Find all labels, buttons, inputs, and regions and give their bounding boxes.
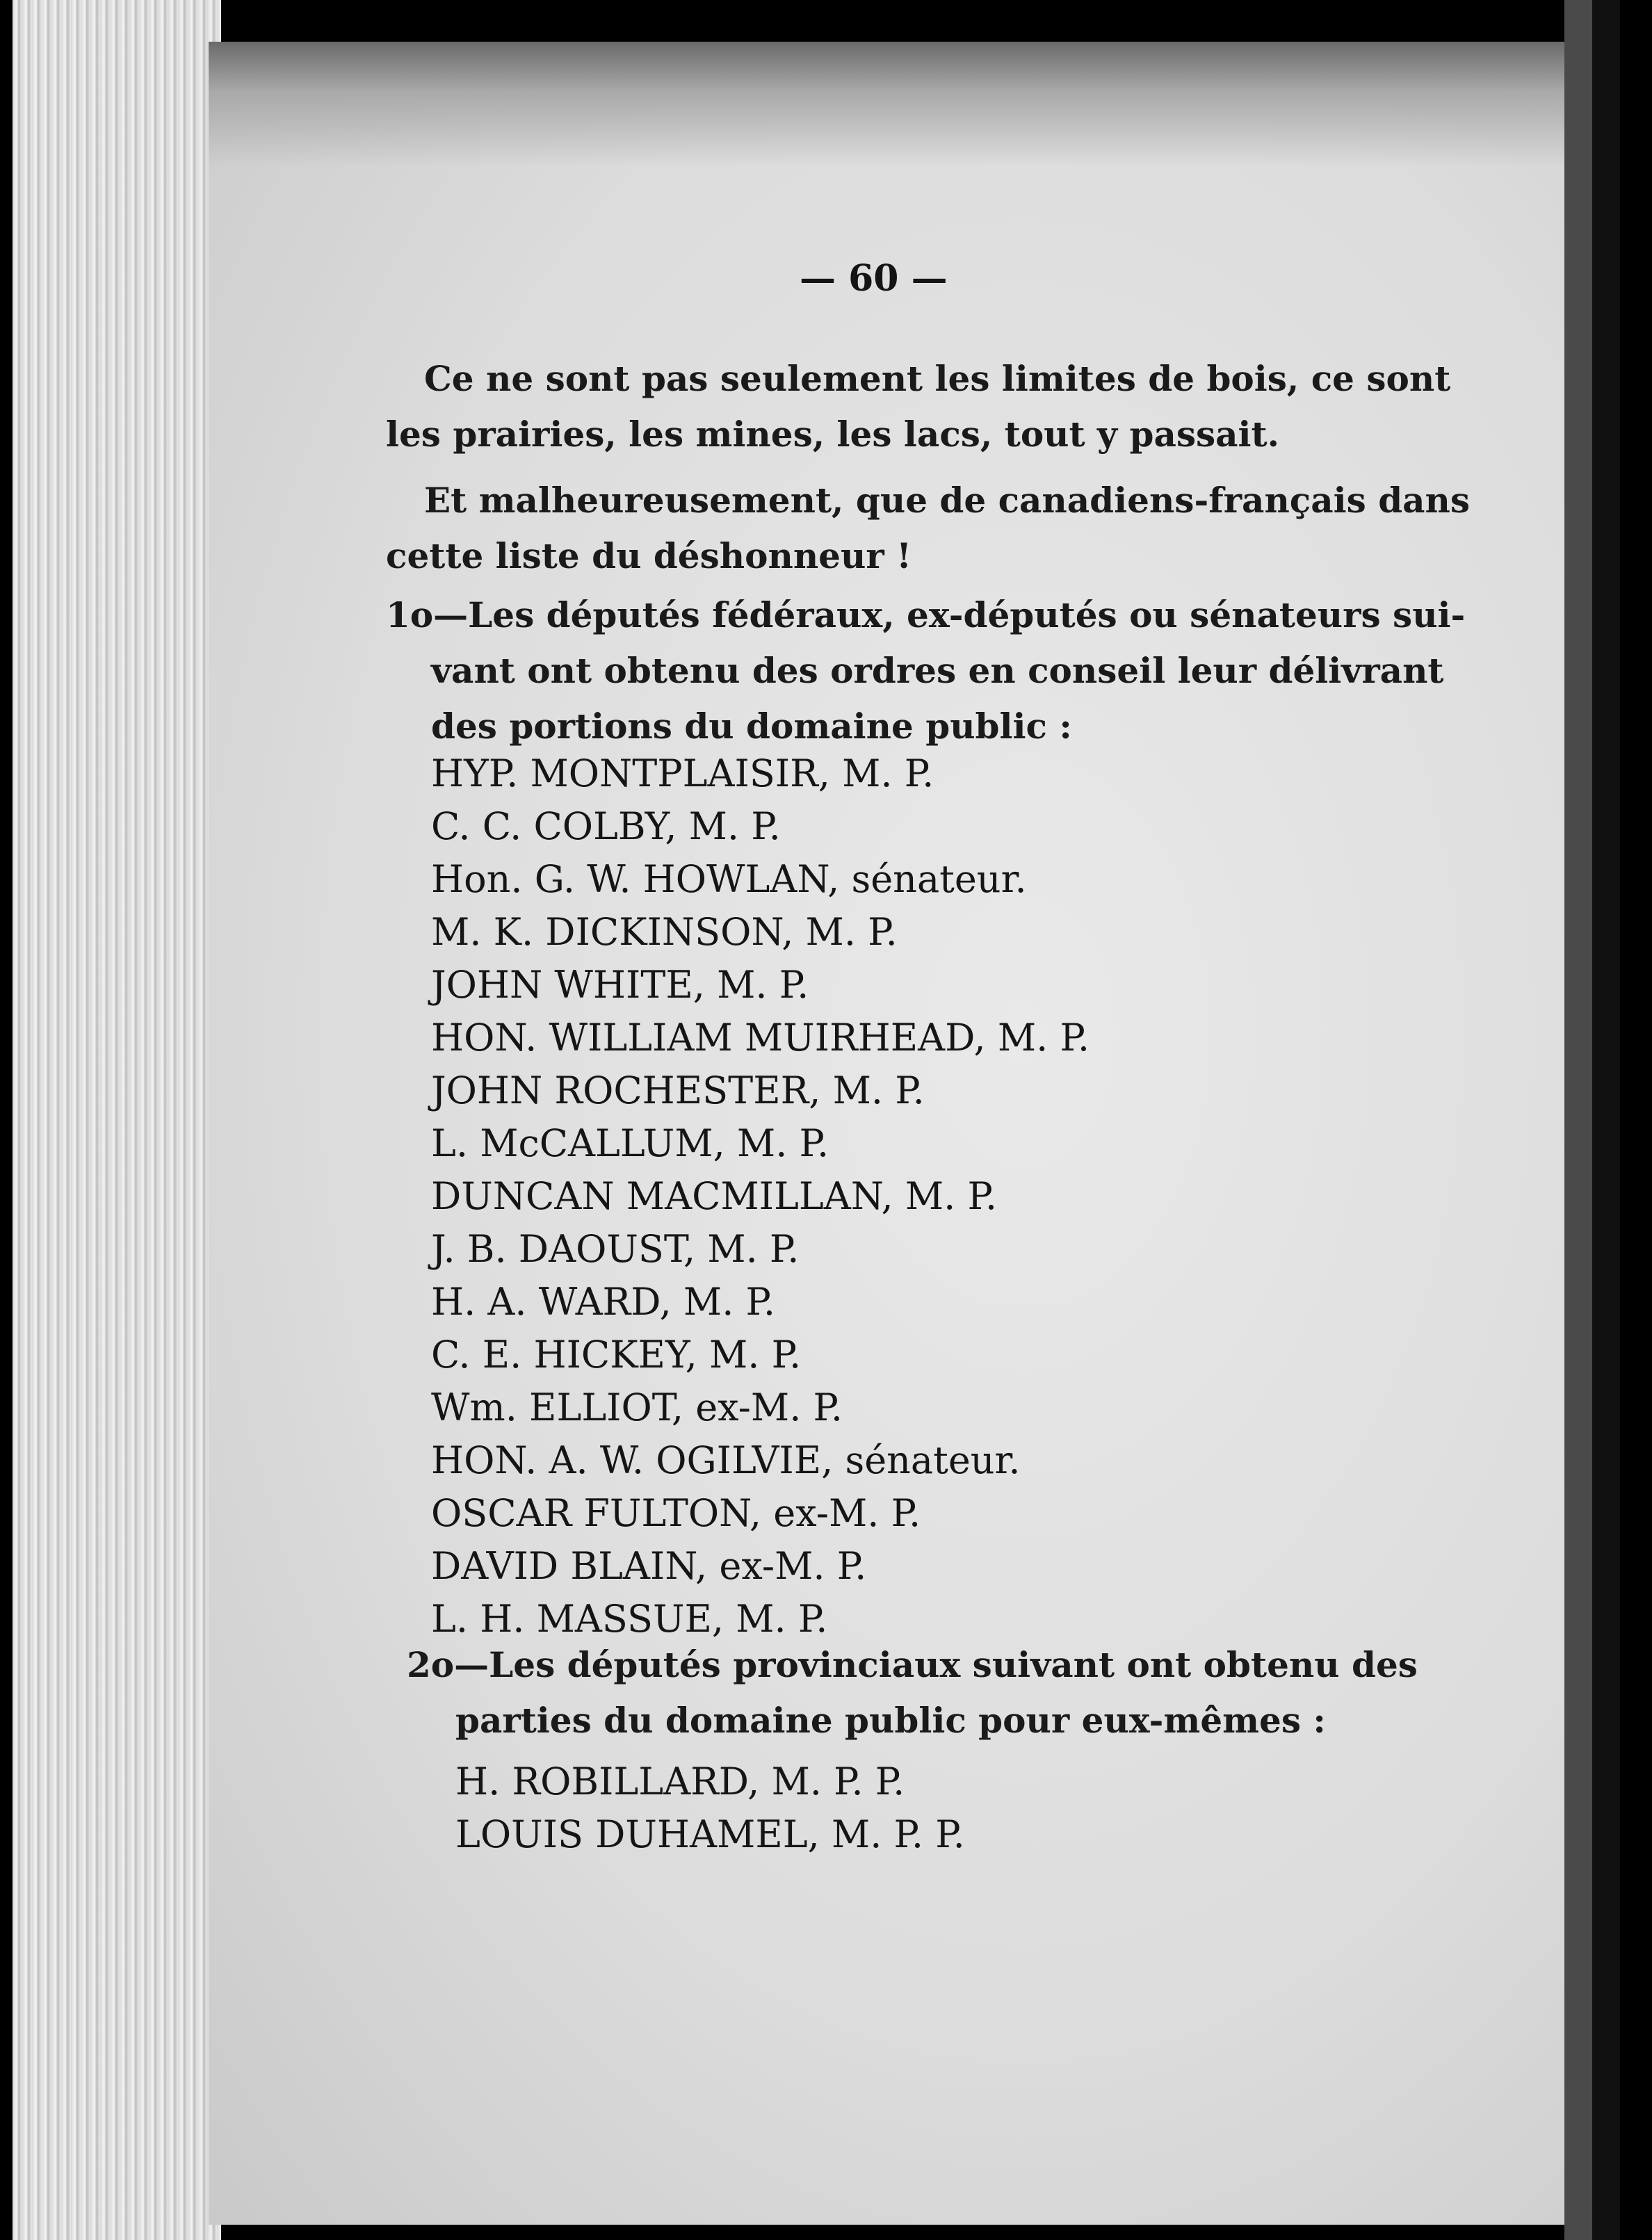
list-item: DAVID BLAIN, ex-M. P. <box>431 1544 867 1588</box>
list-item: HON. WILLIAM MUIRHEAD, M. P. <box>431 1016 1090 1060</box>
scan-border <box>1564 0 1592 2240</box>
text-line: 2o—Les députés provinciaux suivant ont obtenu des <box>407 1644 1418 1685</box>
text-line: vant ont obtenu des ordres en conseil leur délivrant <box>431 650 1444 691</box>
page-number: — 60 — <box>800 257 948 300</box>
section-2-heading <box>407 1637 1418 1748</box>
list-item: H. A. WARD, M. P. <box>431 1280 776 1324</box>
list-item: LOUIS DUHAMEL, M. P. P. <box>455 1812 965 1856</box>
list-item: M. K. DICKINSON, M. P. <box>431 910 898 954</box>
text-line: cette liste du déshonneur ! <box>386 535 912 576</box>
list-item: C. E. HICKEY, M. P. <box>431 1333 802 1377</box>
list-item: L. H. MASSUE, M. P. <box>431 1597 828 1641</box>
list-item: OSCAR FULTON, ex-M. P. <box>431 1491 921 1535</box>
section-1-name-list <box>431 747 1090 1646</box>
list-item: DUNCAN MACMILLAN, M. P. <box>431 1174 998 1218</box>
list-item: L. McCALLUM, M. P. <box>431 1121 829 1165</box>
text-line: Ce ne sont pas seulement les limites de bois, ce sont <box>424 358 1451 399</box>
page-shadow <box>209 42 1564 167</box>
list-item: JOHN ROCHESTER, M. P. <box>431 1069 925 1112</box>
text-line: Et malheureusement, que de canadiens-français dans <box>424 480 1471 521</box>
lament-paragraph <box>386 473 1471 584</box>
page-stack-edge <box>13 0 221 2240</box>
text-line: parties du domaine public pour eux-mêmes : <box>455 1700 1326 1741</box>
text-line: des portions du domaine public : <box>431 706 1072 747</box>
list-item: Hon. G. W. HOWLAN, sénateur. <box>431 857 1027 901</box>
text-line: les prairies, les mines, les lacs, tout y passait. <box>386 414 1280 455</box>
intro-paragraph <box>386 351 1451 462</box>
list-item: Wm. ELLIOT, ex-M. P. <box>431 1386 843 1429</box>
list-item: JOHN WHITE, M. P. <box>431 963 809 1007</box>
list-item: HYP. MONTPLAISIR, M. P. <box>431 752 934 795</box>
list-item: J. B. DAOUST, M. P. <box>431 1227 800 1271</box>
list-item: HON. A. W. OGILVIE, sénateur. <box>431 1438 1021 1482</box>
text-line: 1o—Les députés fédéraux, ex-députés ou sénateurs sui- <box>386 594 1466 635</box>
list-item: C. C. COLBY, M. P. <box>431 804 781 848</box>
list-item: H. ROBILLARD, M. P. P. <box>455 1760 905 1803</box>
section-2-name-list <box>455 1755 965 1861</box>
section-1-heading <box>386 587 1465 754</box>
